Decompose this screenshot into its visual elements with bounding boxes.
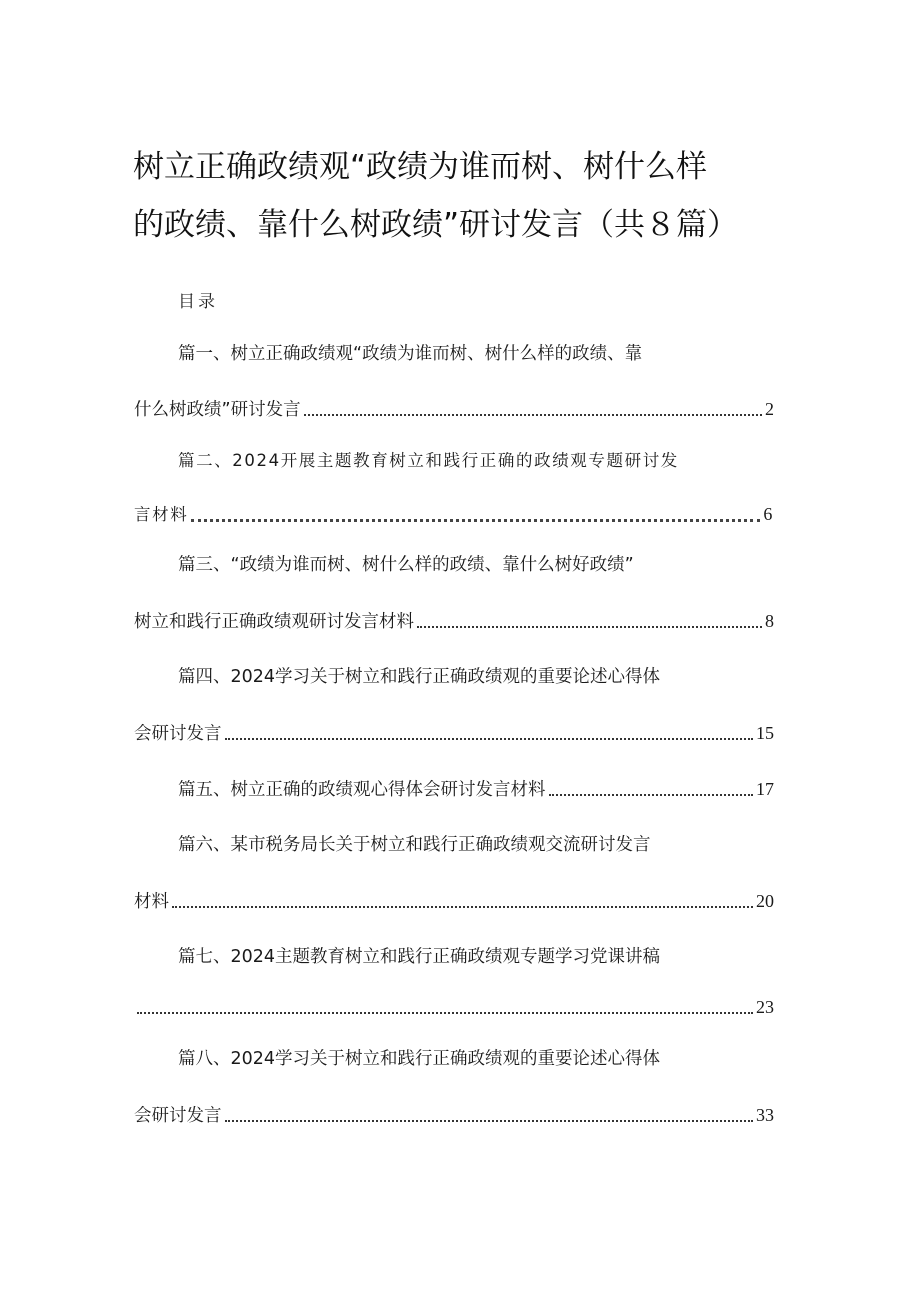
toc-entry-2[interactable] [134,502,774,526]
toc-entry-3-page: 8 [765,611,774,631]
toc-entry-6-line2: 材料 [134,892,169,912]
title-line-1: 树立正确政绩观“政绩为谁而树、树什么样 [133,149,708,185]
toc-entry-6-line1: 篇六、某市税务局长关于树立和践行正确政绩观交流研讨发言 [178,835,651,855]
toc-entry-5-page: 17 [756,779,774,799]
toc-entry-7-line1: 篇七、2024主题教育树立和践行正确政绩观专题学习党课讲稿 [178,947,661,967]
toc-entry-3[interactable] [134,609,774,633]
document-title [133,138,793,254]
toc-entry-2-page: 6 [763,504,774,524]
toc-entry-4-line2: 会研讨发言 [134,724,222,744]
toc-entry-6-page: 20 [756,891,774,911]
dot-leader [225,1103,754,1122]
toc-entry-7-page: 23 [756,997,774,1017]
title-line-2: 的政绩、靠什么树政绩”研讨发言（共８篇） [133,207,739,243]
toc-entry-3-line1: 篇三、“政绩为谁而树、树什么样的政绩、靠什么树好政绩” [178,555,634,575]
dot-leader [417,609,762,628]
toc-entry-4[interactable] [134,721,774,745]
dot-leader [225,721,754,740]
toc-entry-2-line2: 言材料 [134,505,189,524]
dot-leader [172,889,753,908]
toc-entry-3-line2: 树立和践行正确政绩观研讨发言材料 [134,612,414,632]
toc-entry-4-line1: 篇四、2024学习关于树立和践行正确政绩观的重要论述心得体 [178,667,661,687]
dot-leader [137,995,753,1014]
toc-entry-1-line2: 什么树政绩”研讨发言 [134,400,301,420]
toc-entry-6[interactable] [134,889,774,913]
toc-entry-5[interactable] [178,777,774,801]
toc-entry-1-line1: 篇一、树立正确政绩观“政绩为谁而树、树什么样的政绩、靠 [178,344,643,364]
toc-entry-8-line2: 会研讨发言 [134,1106,222,1126]
toc-heading: 目录 [178,292,218,312]
dot-leader [549,777,754,796]
toc-entry-8-line1: 篇八、2024学习关于树立和践行正确政绩观的重要论述心得体 [178,1049,661,1069]
toc-entry-4-page: 15 [756,723,774,743]
toc-entry-2-line1: 篇二、2024开展主题教育树立和践行正确的政绩观专题研讨发 [178,451,679,470]
dot-leader [304,397,762,416]
dot-leader [191,502,760,522]
toc-entry-8[interactable] [134,1103,774,1127]
toc-entry-7[interactable] [134,995,774,1019]
toc-entry-5-line1: 篇五、树立正确的政绩观心得体会研讨发言材料 [178,780,546,800]
toc-entry-8-page: 33 [756,1105,774,1125]
toc-entry-1-page: 2 [765,399,774,419]
toc-entry-1[interactable] [134,397,774,421]
